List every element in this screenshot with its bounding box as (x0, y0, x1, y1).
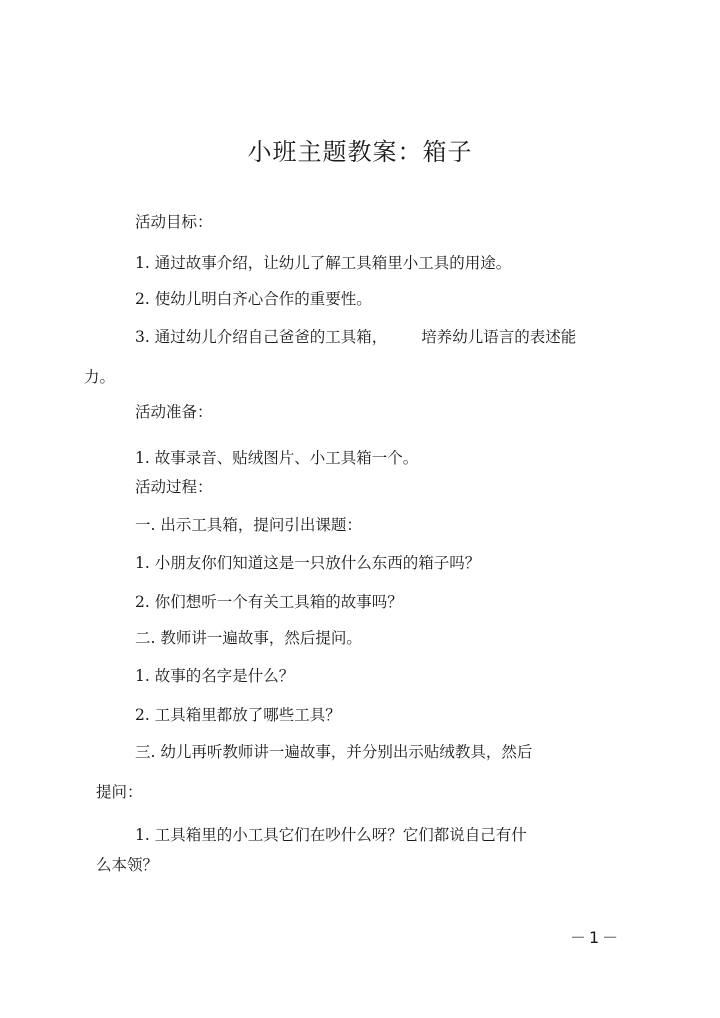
step-1-heading: 一. 出示工具箱，提问引出课题： (135, 516, 362, 534)
prep-item-1: 1. 故事录音、贴绒图片、小工具箱一个。 (135, 449, 419, 467)
goal-item-1: 1. 通过故事介绍，让幼儿了解工具箱里小工具的用途。 (135, 254, 512, 272)
document-title: 小班主题教案：箱子 (247, 138, 473, 166)
goal-item-3-part-b: 培养幼儿语言的表述能 (421, 328, 577, 346)
goal-heading: 活动目标： (135, 213, 213, 231)
goal-item-3-part-a: 3. 通过幼儿介绍自己爸爸的工具箱， (135, 328, 388, 346)
step-2-heading: 二. 教师讲一遍故事，然后提问。 (135, 629, 362, 647)
prep-heading: 活动准备： (135, 403, 213, 421)
goal-item-3 (135, 327, 576, 347)
step-3-heading: 三. 幼儿再听教师讲一遍故事，并分别出示贴绒教具，然后 (135, 743, 533, 761)
step-3-question-1: 1. 工具箱里的小工具它们在吵什么呀？它们都说自己有什 (135, 826, 527, 844)
process-heading: 活动过程： (135, 478, 213, 496)
goal-item-3-continued: 力。 (84, 368, 116, 386)
step-2-question-2: 2. 工具箱里都放了哪些工具？ (135, 706, 341, 724)
goal-item-2: 2. 使幼儿明白齐心合作的重要性。 (135, 290, 372, 308)
step-1-question-1: 1. 小朋友你们知道这是一只放什么东西的箱子吗？ (135, 554, 481, 572)
step-1-question-2: 2. 你们想听一个有关工具箱的故事吗？ (135, 593, 403, 611)
step-3-question-1-continued: 么本领？ (96, 856, 159, 874)
page-number: －1－ (570, 928, 622, 947)
step-3-heading-continued: 提问： (96, 783, 143, 801)
step-2-question-1: 1. 故事的名字是什么？ (135, 667, 295, 685)
